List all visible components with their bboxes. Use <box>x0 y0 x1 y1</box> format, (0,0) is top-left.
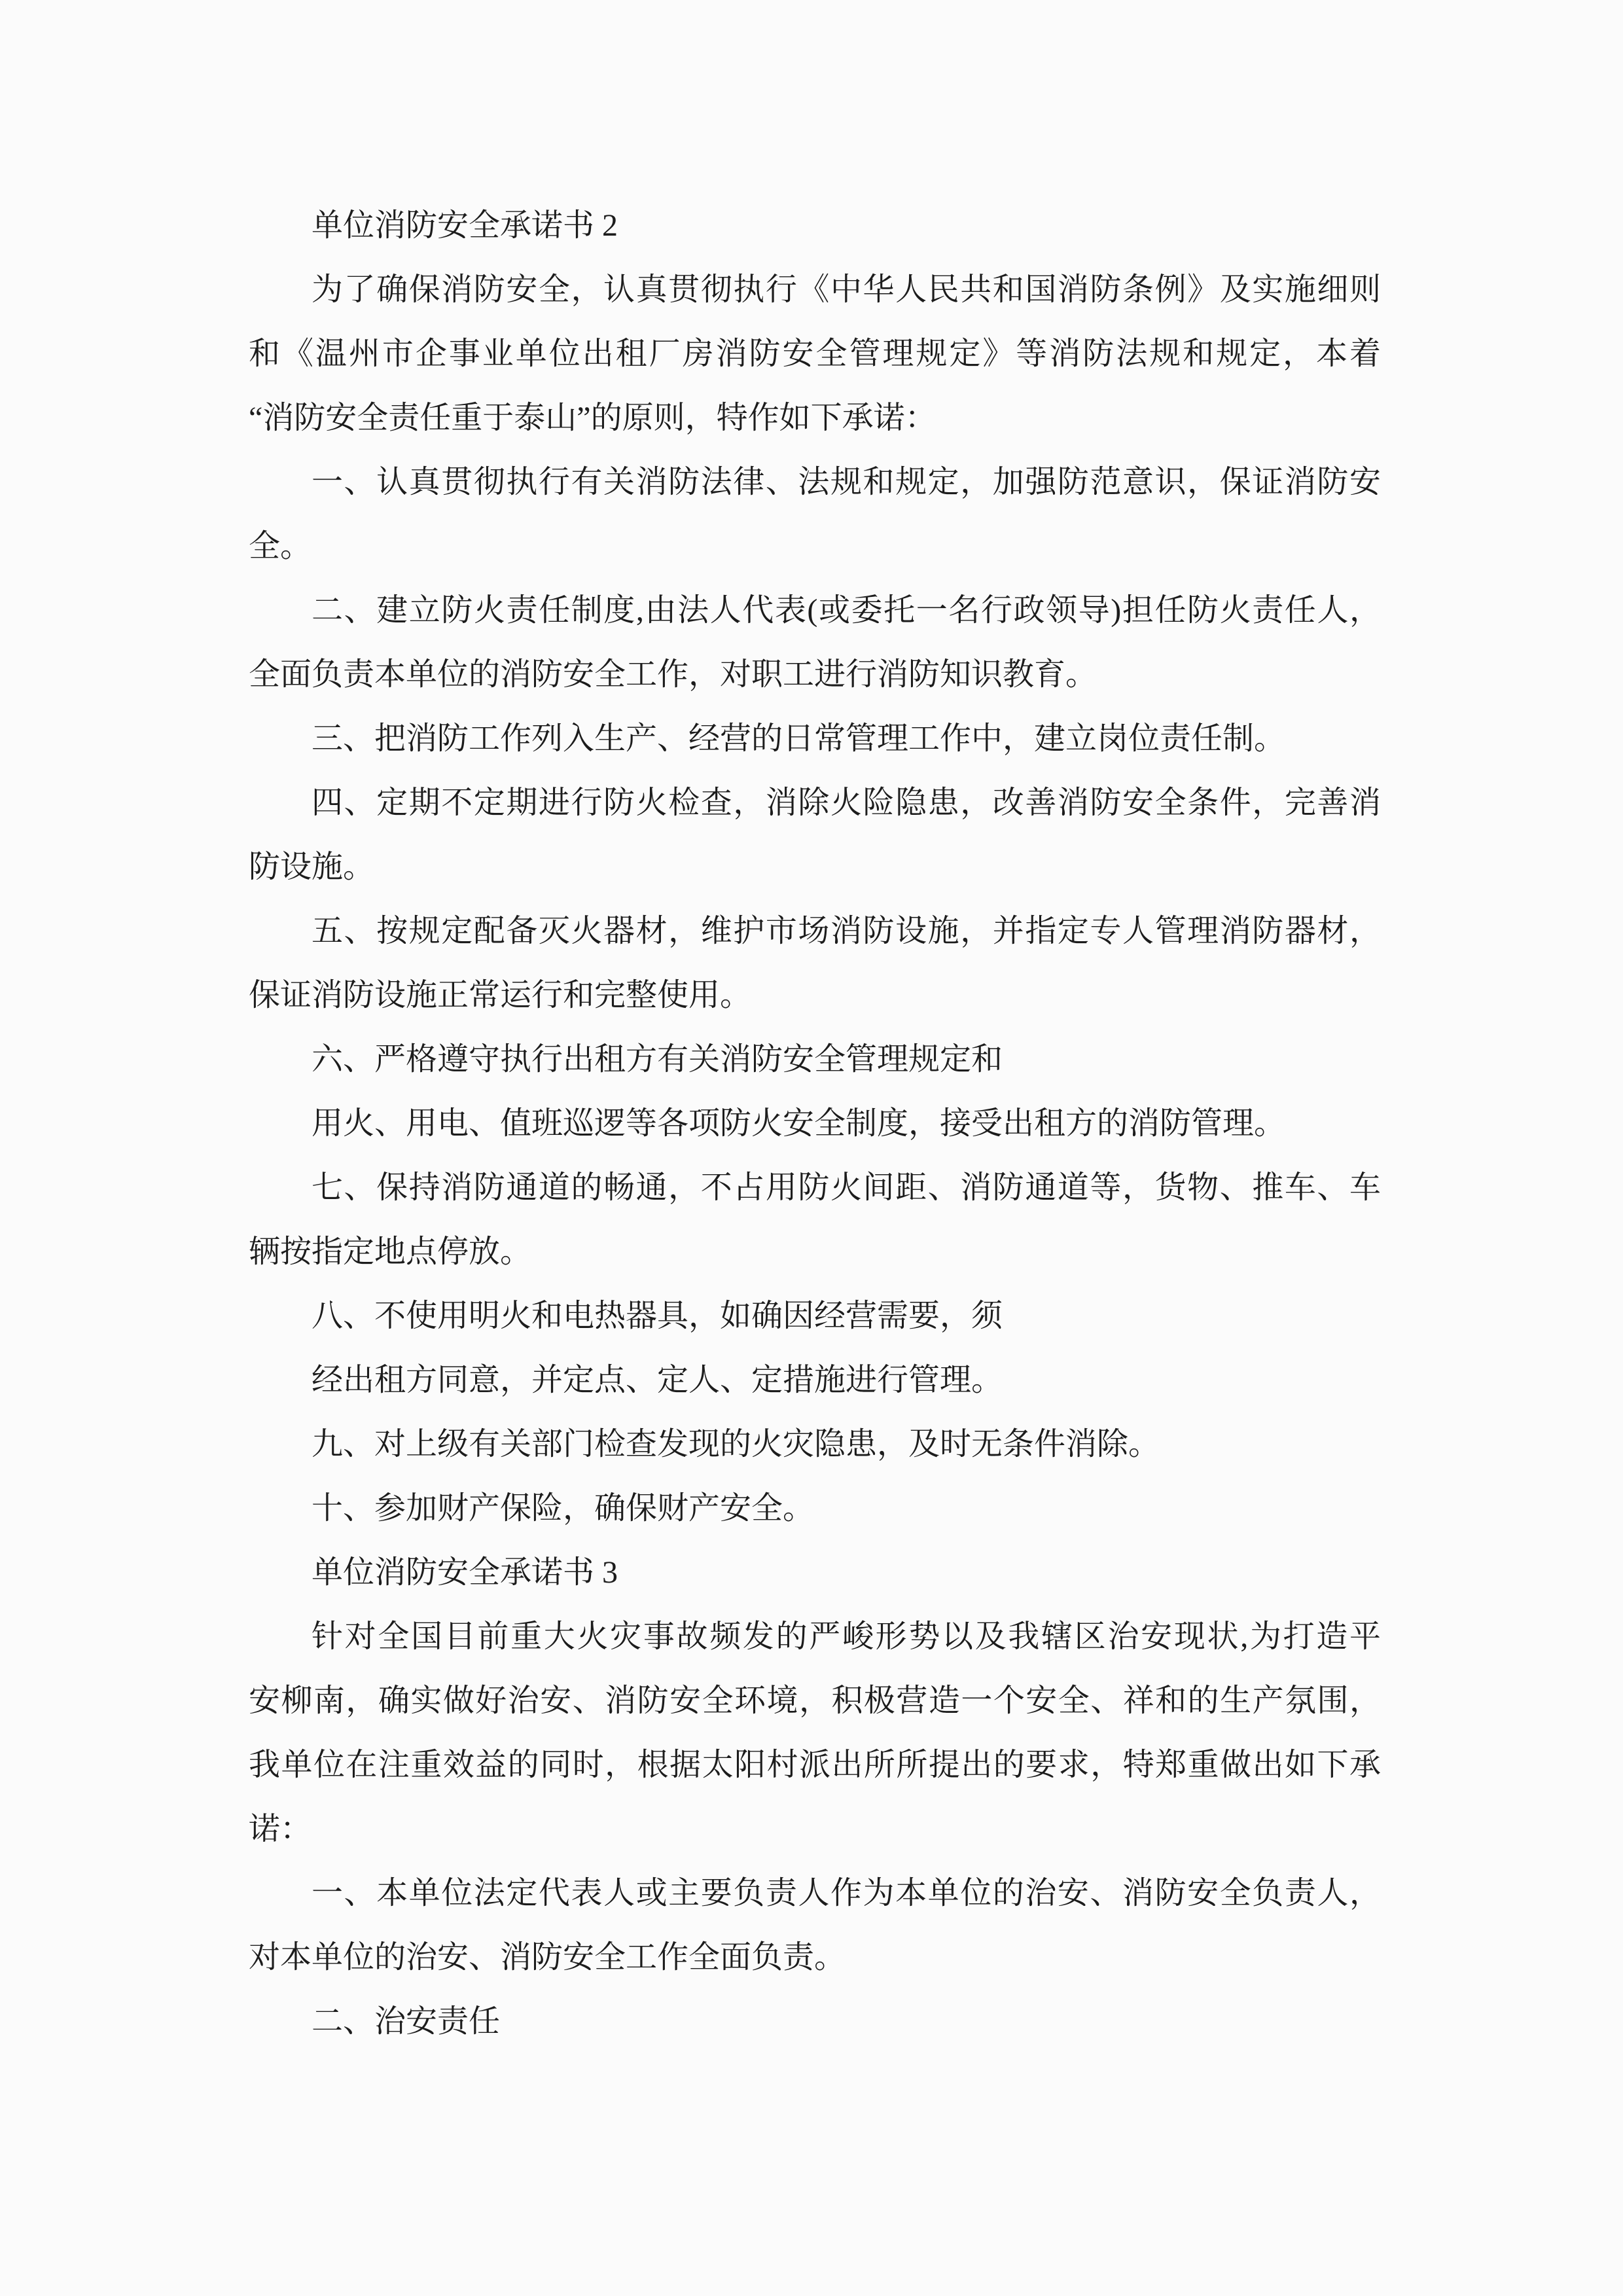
text-line: 为了确保消防安全，认真贯彻执行《中华人民共和国消防条例》及实施细则 <box>312 272 1381 307</box>
text-line: 安柳南，确实做好治安、消防安全环境，积极营造一个安全、祥和的生产氛围， <box>249 1683 1381 1718</box>
text-line: 二、治安责任 <box>312 2004 501 2039</box>
text-line: 单位消防安全承诺书 3 <box>312 1555 618 1590</box>
text-line: 七、保持消防通道的畅通，不占用防火间距、消防通道等，货物、推车、车 <box>312 1170 1381 1205</box>
text-line: 四、定期不定期进行防火检查，消除火险隐患，改善消防安全条件，完善消 <box>312 785 1381 820</box>
text-line: 六、严格遵守执行出租方有关消防安全管理规定和 <box>312 1042 1003 1077</box>
text-line: 保证消防设施正常运行和完整使用。 <box>249 978 752 1013</box>
document-content <box>249 194 1381 2054</box>
text-line: 用火、用电、值班巡逻等各项防火安全制度，接受出租方的消防管理。 <box>312 1106 1286 1141</box>
text-line: 九、对上级有关部门检查发现的火灾隐患，及时无条件消除。 <box>312 1427 1160 1462</box>
text-line: “消防安全责任重于泰山”的原则，特作如下承诺： <box>249 401 936 435</box>
text-line: 全。 <box>249 529 312 564</box>
text-line: 一、认真贯彻执行有关消防法律、法规和规定，加强防范意识，保证消防安 <box>312 465 1381 499</box>
text-line: 二、建立防火责任制度,由法人代表(或委托一名行政领导)担任防火责任人， <box>312 593 1381 628</box>
text-line: 单位消防安全承诺书 2 <box>312 208 618 243</box>
text-line: 五、按规定配备灭火器材，维护市场消防设施，并指定专人管理消防器材， <box>312 914 1381 948</box>
text-line: 辆按指定地点停放。 <box>249 1234 532 1269</box>
text-line: 十、参加财产保险，确保财产安全。 <box>312 1491 815 1526</box>
text-line: 对本单位的治安、消防安全工作全面负责。 <box>249 1940 846 1975</box>
text-line: 和《温州市企事业单位出租厂房消防安全管理规定》等消防法规和规定，本着 <box>249 336 1381 371</box>
text-line: 我单位在注重效益的同时，根据太阳村派出所所提出的要求，特郑重做出如下承 <box>249 1748 1381 1782</box>
text-line: 经出租方同意，并定点、定人、定措施进行管理。 <box>312 1363 1003 1397</box>
text-line: 针对全国目前重大火灾事故频发的严峻形势以及我辖区治安现状,为打造平 <box>312 1619 1381 1654</box>
text-line: 防设施。 <box>249 850 375 884</box>
text-line: 八、不使用明火和电热器具，如确因经营需要，须 <box>312 1299 1003 1333</box>
text-line: 诺： <box>249 1812 312 1846</box>
text-line: 全面负责本单位的消防安全工作，对职工进行消防知识教育。 <box>249 657 1097 692</box>
text-line: 一、本单位法定代表人或主要负责人作为本单位的治安、消防安全负责人， <box>312 1876 1381 1910</box>
text-line: 三、把消防工作列入生产、经营的日常管理工作中，建立岗位责任制。 <box>312 721 1286 756</box>
